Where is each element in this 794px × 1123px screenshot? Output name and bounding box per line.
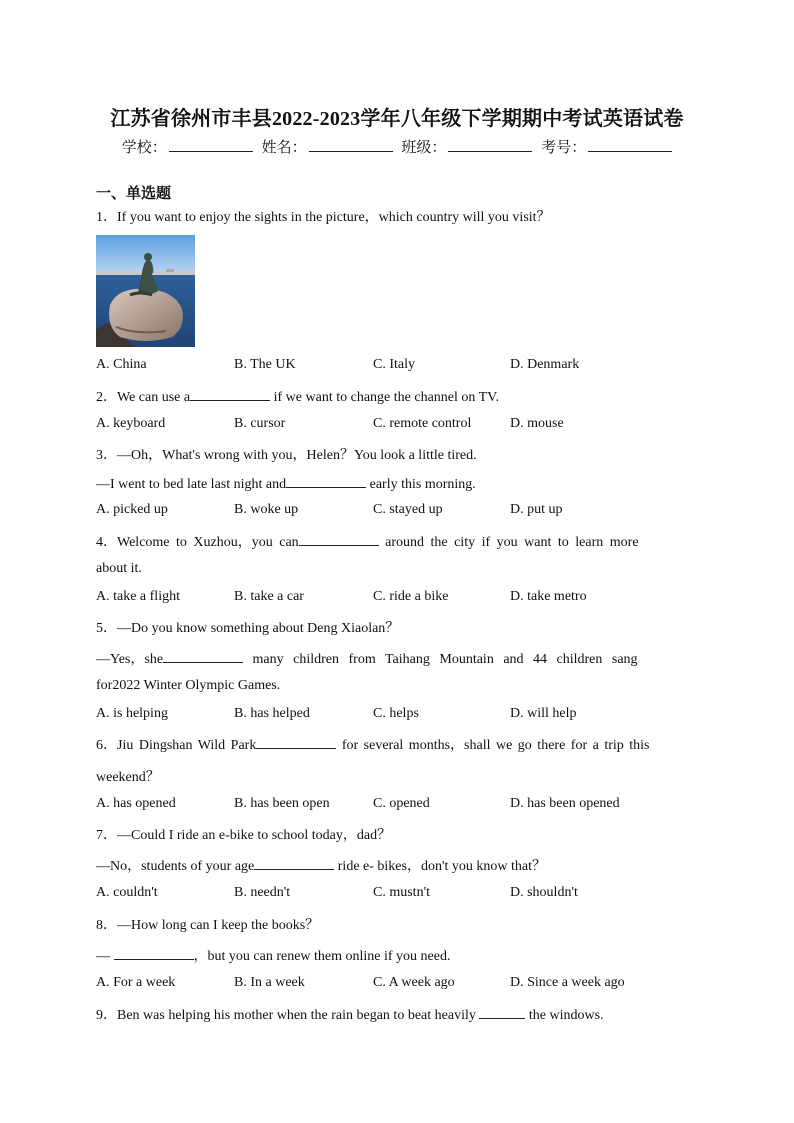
option-b[interactable]: B. cursor <box>234 416 286 431</box>
little-mermaid-photo <box>96 235 195 347</box>
question-8-response: — ，but you can renew them online if you need. <box>96 945 696 965</box>
option-a[interactable]: A. is helping <box>96 706 168 721</box>
option-c[interactable]: C. ride a bike <box>373 589 449 604</box>
option-b[interactable]: B. take a car <box>234 589 304 604</box>
school-label: 学校： <box>121 138 167 156</box>
option-d[interactable]: D. take metro <box>510 589 587 604</box>
question-1-options <box>96 357 696 375</box>
question-1-text: 1．If you want to enjoy the sights in the picture，which country will you visit？ <box>96 210 551 225</box>
option-a[interactable]: A. China <box>96 357 147 372</box>
option-a[interactable]: A. keyboard <box>96 416 166 431</box>
exam-title: 江苏省徐州市丰县2022-2023学年八年级下学期期中考试英语试卷 <box>110 108 684 130</box>
question-6-text-cont: weekend？ <box>96 770 160 785</box>
question-5-options <box>96 706 696 724</box>
option-c[interactable]: C. opened <box>373 796 430 811</box>
section-title: 一、单选题 <box>96 184 172 202</box>
question-3-text: 3．—Oh，What's wrong with you，Helen？You look a little tired. <box>96 448 477 463</box>
question-5-response: —Yes，she many children from Taihang Mountain and 44 children sang <box>96 648 696 668</box>
question-3-options <box>96 502 696 520</box>
exam-number-blank[interactable] <box>588 137 672 152</box>
question-9-text: 9．Ben was helping his mother when the rain began to beat heavily the windows. <box>96 1004 696 1024</box>
question-7-options <box>96 885 696 903</box>
answer-blank[interactable] <box>286 474 366 488</box>
answer-blank[interactable] <box>256 735 336 749</box>
question-8-text: 8．—How long can I keep the books？ <box>96 918 320 933</box>
answer-blank[interactable] <box>299 532 379 546</box>
answer-blank[interactable] <box>114 946 194 960</box>
option-d[interactable]: D. will help <box>510 706 577 721</box>
option-c[interactable]: C. remote control <box>373 416 472 431</box>
option-c[interactable]: C. helps <box>373 706 419 721</box>
question-3-response: —I went to bed late last night and early this morning. <box>96 474 696 493</box>
option-c[interactable]: C. mustn't <box>373 885 430 900</box>
option-a[interactable]: A. picked up <box>96 502 168 517</box>
option-d[interactable]: D. Denmark <box>510 357 580 372</box>
option-b[interactable]: B. woke up <box>234 502 299 517</box>
name-blank[interactable] <box>309 137 393 152</box>
answer-blank[interactable] <box>254 856 334 870</box>
class-label: 班级： <box>401 138 447 156</box>
little-mermaid-image-icon <box>96 235 195 347</box>
option-c[interactable]: C. Italy <box>373 357 415 372</box>
exam-number-label: 考号： <box>541 138 587 156</box>
option-b[interactable]: B. has been open <box>234 796 330 811</box>
school-blank[interactable] <box>169 137 253 152</box>
question-7-response: —No，students of your age ride e- bikes，don't you know that？ <box>96 855 696 875</box>
option-c[interactable]: C. stayed up <box>373 502 443 517</box>
option-a[interactable]: A. has opened <box>96 796 176 811</box>
question-2-text: 2．We can use a if we want to change the channel on TV. <box>96 386 696 406</box>
option-d[interactable]: D. put up <box>510 502 563 517</box>
option-b[interactable]: B. The UK <box>234 357 296 372</box>
option-a[interactable]: A. take a flight <box>96 589 180 604</box>
option-d[interactable]: D. Since a week ago <box>510 975 625 990</box>
answer-blank[interactable] <box>479 1005 525 1019</box>
student-info-row <box>0 136 794 157</box>
option-c[interactable]: C. A week ago <box>373 975 455 990</box>
class-blank[interactable] <box>448 137 532 152</box>
question-7-text: 7．—Could I ride an e-bike to school today，dad？ <box>96 828 392 843</box>
question-4-text: 4．Welcome to Xuzhou，you can around the city if you want to learn more <box>96 531 696 551</box>
name-label: 姓名： <box>261 138 307 156</box>
option-d[interactable]: D. shouldn't <box>510 885 578 900</box>
question-5-text: 5．—Do you know something about Deng Xiaolan？ <box>96 621 400 636</box>
option-d[interactable]: D. mouse <box>510 416 564 431</box>
question-5-response-cont: for2022 Winter Olympic Games. <box>96 678 281 693</box>
question-6-text: 6．Jiu Dingshan Wild Park for several months，shall we go there for a trip this <box>96 734 696 754</box>
question-4-options <box>96 589 696 607</box>
question-4-text-cont: about it. <box>96 561 142 576</box>
option-a[interactable]: A. couldn't <box>96 885 158 900</box>
question-8-options <box>96 975 696 993</box>
question-2-options <box>96 416 696 434</box>
answer-blank[interactable] <box>163 649 243 663</box>
option-a[interactable]: A. For a week <box>96 975 176 990</box>
option-b[interactable]: B. needn't <box>234 885 291 900</box>
option-d[interactable]: D. has been opened <box>510 796 620 811</box>
option-b[interactable]: B. has helped <box>234 706 310 721</box>
question-6-options <box>96 796 696 814</box>
answer-blank[interactable] <box>190 387 270 401</box>
option-b[interactable]: B. In a week <box>234 975 305 990</box>
